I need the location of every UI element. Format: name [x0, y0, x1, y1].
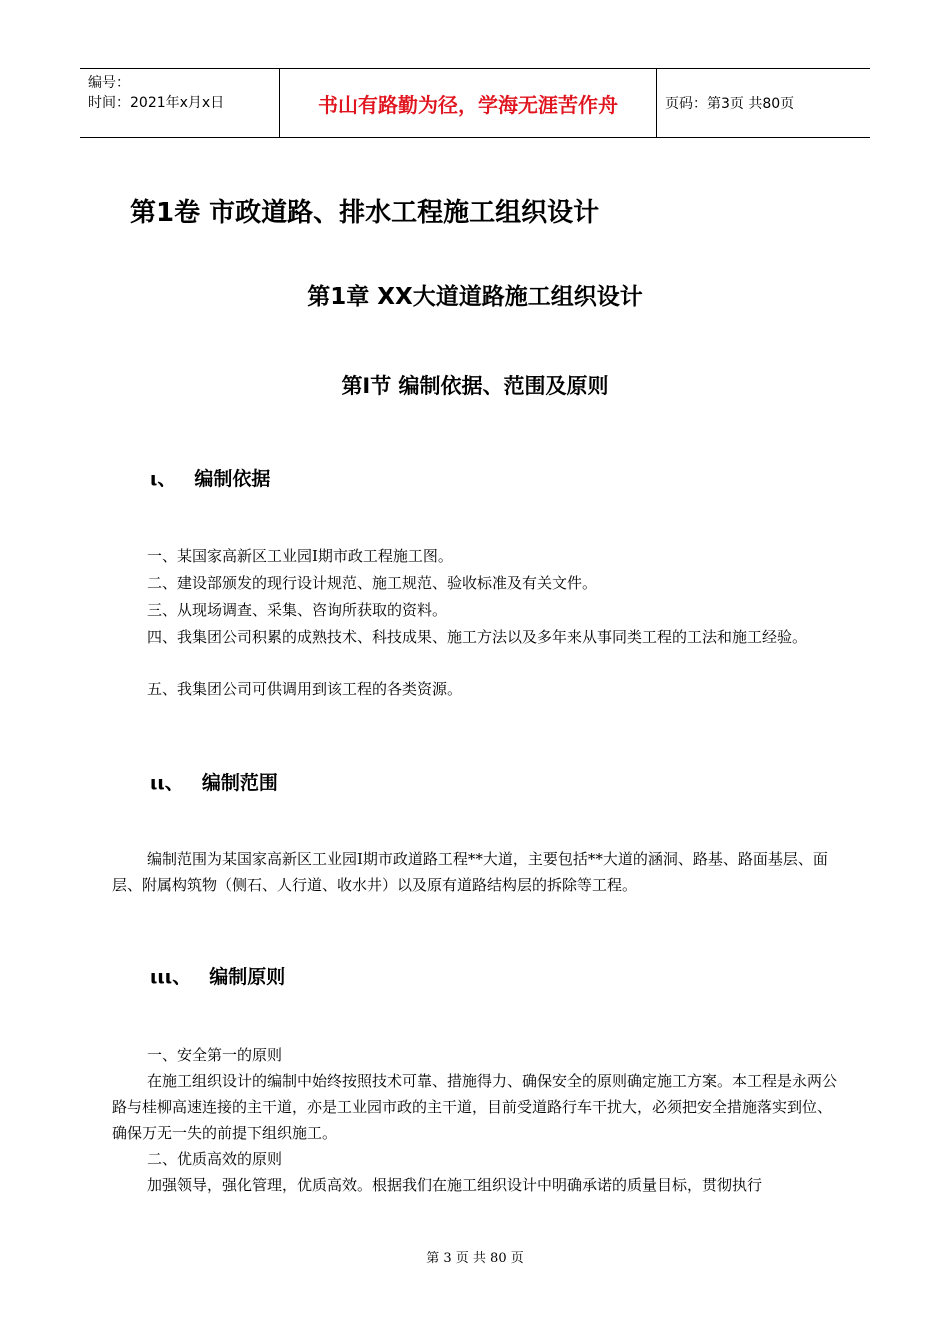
subsection-number: ιι、	[150, 772, 184, 794]
subsection-title: 编制原则	[209, 966, 286, 988]
subsection-number: ι、	[150, 468, 177, 490]
subsection-title: 编制范围	[201, 772, 278, 794]
paragraph: 五、我集团公司可供调用到该工程的各类资源。	[147, 680, 463, 698]
motto: 书山有路勤为径，学海无涯苦作舟	[280, 69, 657, 137]
paragraph: 二、建设部颁发的现行设计规范、施工规范、验收标准及有关文件。	[147, 574, 598, 592]
subsection-heading	[150, 464, 270, 491]
header-meta-cell	[80, 69, 280, 137]
paragraph: 一、安全第一的原则	[147, 1046, 283, 1064]
paragraph: 四、我集团公司积累的成熟技术、科技成果、施工方法以及多年来从事同类工程的工法和施工经验。	[147, 628, 808, 646]
time-label: 时间：2021年x月x日	[88, 95, 225, 111]
page-footer: 第 3 页 共 80 页	[426, 1251, 524, 1266]
paragraph: 加强领导，强化管理，优质高效。根据我们在施工组织设计中明确承诺的质量目标，贯彻执行	[147, 1176, 763, 1194]
subsection-number: ιιι、	[150, 966, 192, 988]
subsection-title: 编制依据	[194, 468, 271, 490]
section-title: 第Ⅰ节 编制依据、范围及原则	[341, 374, 609, 398]
number-label: 编号：	[88, 75, 130, 91]
paragraph: 在施工组织设计的编制中始终按照技术可靠、措施得力、确保安全的原则确定施工方案。本工程是永两公路与桂柳高速连接的主干道，亦是工业园市政的主干道，目前受道路行车干扰大，必须把安全措施落实到位、确保万无一失的前提下组织施工。	[112, 1072, 838, 1142]
subsection-heading	[150, 768, 278, 795]
volume-title: 第1卷 市政道路、排水工程施工组织设计	[130, 198, 600, 228]
header-table	[80, 68, 870, 138]
page-info: 页码：第3页 共80页	[665, 96, 795, 112]
paragraph: 二、优质高效的原则	[147, 1150, 283, 1168]
paragraph: 编制范围为某国家高新区工业园Ⅰ期市政道路工程**大道，主要包括**大道的涵洞、路基、路面基层、面层、附属构筑物（侧石、人行道、收水井）以及原有道路结构层的拆除等工程。	[112, 850, 828, 894]
subsection-heading	[150, 962, 285, 989]
paragraph: 三、从现场调查、采集、咨询所获取的资料。	[147, 601, 448, 619]
chapter-title: 第1章 XX大道道路施工组织设计	[307, 284, 643, 310]
paragraph: 一、某国家高新区工业园Ⅰ期市政工程施工图。	[147, 547, 453, 565]
